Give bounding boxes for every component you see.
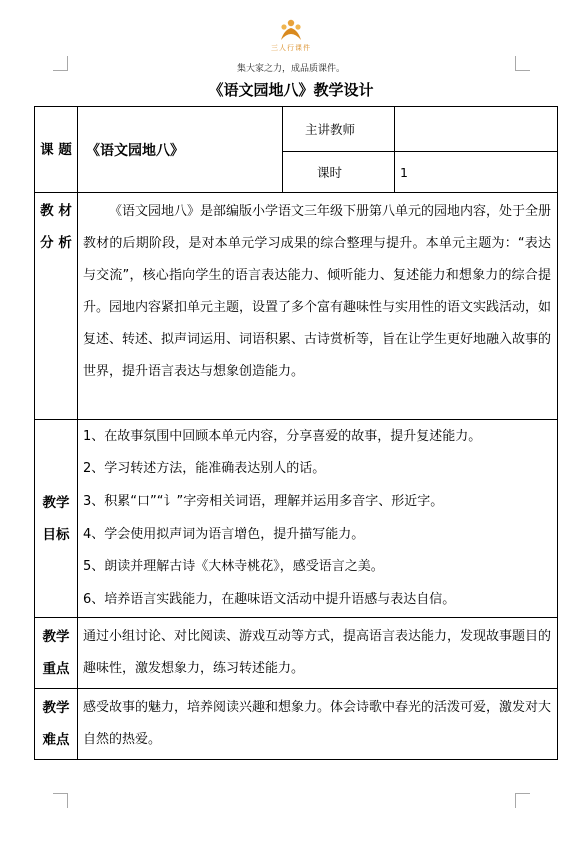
objectives-list	[78, 420, 558, 618]
objective-item: 6、培养语言实践能力，在趣味语文活动中提升语感与表达自信。	[83, 591, 456, 607]
people-logo-icon	[278, 18, 304, 42]
key-points-text: 通过小组讨论、对比阅读、游戏互动等方式，提高语言表达能力，发现故事题目的趣味性，激发想象力，练习转述能力。	[78, 618, 558, 689]
lesson-plan-table	[34, 106, 558, 760]
objective-item: 2、学习转述方法，能准确表达别人的话。	[83, 461, 326, 477]
difficulties-label	[35, 689, 78, 760]
teacher-value	[395, 107, 558, 152]
document-title: 《语文园地八》教学设计	[208, 81, 374, 99]
publisher-logo	[261, 18, 321, 60]
difficult-label-line-1: 教学	[42, 700, 70, 716]
logo-text: 三人行课件	[271, 44, 311, 52]
analysis-label	[35, 193, 78, 420]
difficulties-text: 感受故事的魅力，培养阅读兴趣和想象力。体会诗歌中春光的活泼可爱，激发对大自然的热爱。	[78, 689, 558, 760]
objective-item: 3、积累“口”“讠”字旁相关词语，理解并运用多音字、形近字。	[83, 493, 444, 509]
difficult-label-line-2: 难点	[42, 732, 70, 748]
hours-label: 课时	[283, 152, 395, 193]
teacher-label: 主讲教师	[283, 107, 395, 152]
key-label-line-2: 重点	[42, 661, 70, 677]
objectives-label-line-2: 目标	[42, 526, 70, 543]
analysis-label-line-2: 分 析	[40, 235, 72, 251]
hours-value: 1	[395, 152, 558, 193]
crop-mark-bottom-right	[515, 793, 530, 808]
objective-item: 5、朗读并理解古诗《大林寺桃花》，感受语言之美。	[83, 559, 384, 575]
tagline: 集大家之力，成品质课件。	[236, 64, 345, 74]
objectives-label-line-1: 教学	[42, 494, 70, 511]
objectives-label	[35, 420, 78, 618]
subject-label: 课 题	[35, 107, 78, 193]
analysis-text: 《语文园地八》是部编版小学语文三年级下册第八单元的园地内容，处于全册教材的后期阶段，是对本单元学习成果的综合整理与提升。本单元主题为：“表达与交流”，核心指向学生的语言表达能力、倾听能力、复述能力和想象力的综合提升。园地内容紧扣单元主题，设置了多个富有趣味性与实用性的语文实践活动，如复述、转述、拟声词运用、词语积累、古诗赏析等，旨在让学生更好地融入故事的世界，提升语言表达与想象创造能力。	[78, 193, 558, 420]
objective-item: 4、学会使用拟声词为语言增色，提升描写能力。	[83, 526, 365, 542]
crop-mark-bottom-left	[53, 793, 68, 808]
objective-item: 1、在故事氛围中回顾本单元内容，分享喜爱的故事，提升复述能力。	[83, 428, 482, 444]
subject-value: 《语文园地八》	[78, 107, 283, 193]
analysis-label-line-1: 教 材	[40, 203, 72, 219]
key-label-line-1: 教学	[42, 629, 70, 645]
key-points-label	[35, 618, 78, 689]
